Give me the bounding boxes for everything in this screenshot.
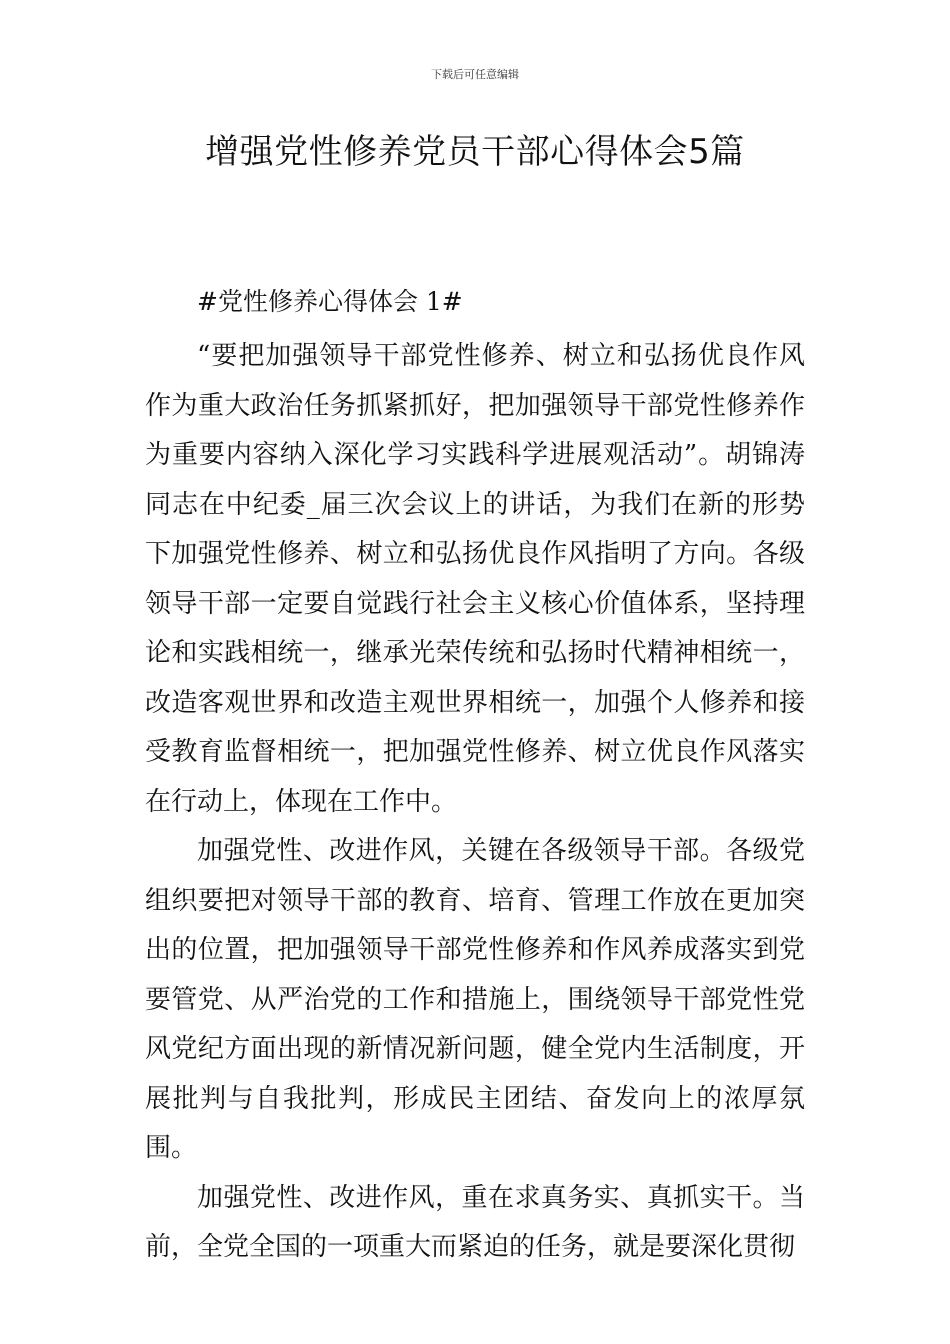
section-heading: #党性修养心得体会 1# <box>197 287 463 316</box>
paragraph: 加强党性、改进作风，关键在各级领导干部。各级党组织要把对领导干部的教育、培育、管理工作放在更加突出的位置，把加强领导干部党性修养和作风养成落实到党要管党、从严治党的工作和措施上，围绕领导干部党性党风党纪方面出现的新情况新问题，健全党内生活制度，开展批判与自我批判，形成民主团结、奋发向上的浓厚氛围。 <box>145 836 805 1163</box>
paragraph: “要把加强领导干部党性修养、树立和弘扬优良作风作为重大政治任务抓紧抓好，把加强领导干部党性修养作为重要内容纳入深化学习实践科学进展观活动”。胡锦涛同志在中纪委_届三次会议上的讲话，为我们在新的形势下加强党性修养、树立和弘扬优良作风指明了方向。各级领导干部一定要自觉践行社会主义核心价值体系，坚持理论和实践相统一，继承光荣传统和弘扬时代精神相统一，改造客观世界和改造主观世界相统一，加强个人修养和接受教育监督相统一，把加强党性修养、树立优良作风落实在行动上，体现在工作中。 <box>145 341 805 817</box>
document-body <box>145 282 805 1273</box>
document-title: 增强党性修养党员干部心得体会5篇 <box>205 132 745 172</box>
paragraph: 加强党性、改进作风，重在求真务实、真抓实干。当前，全党全国的一项重大而紧迫的任务，就是要深化贯彻 <box>145 1182 805 1262</box>
header-note: 下载后可任意编辑 <box>431 68 519 81</box>
